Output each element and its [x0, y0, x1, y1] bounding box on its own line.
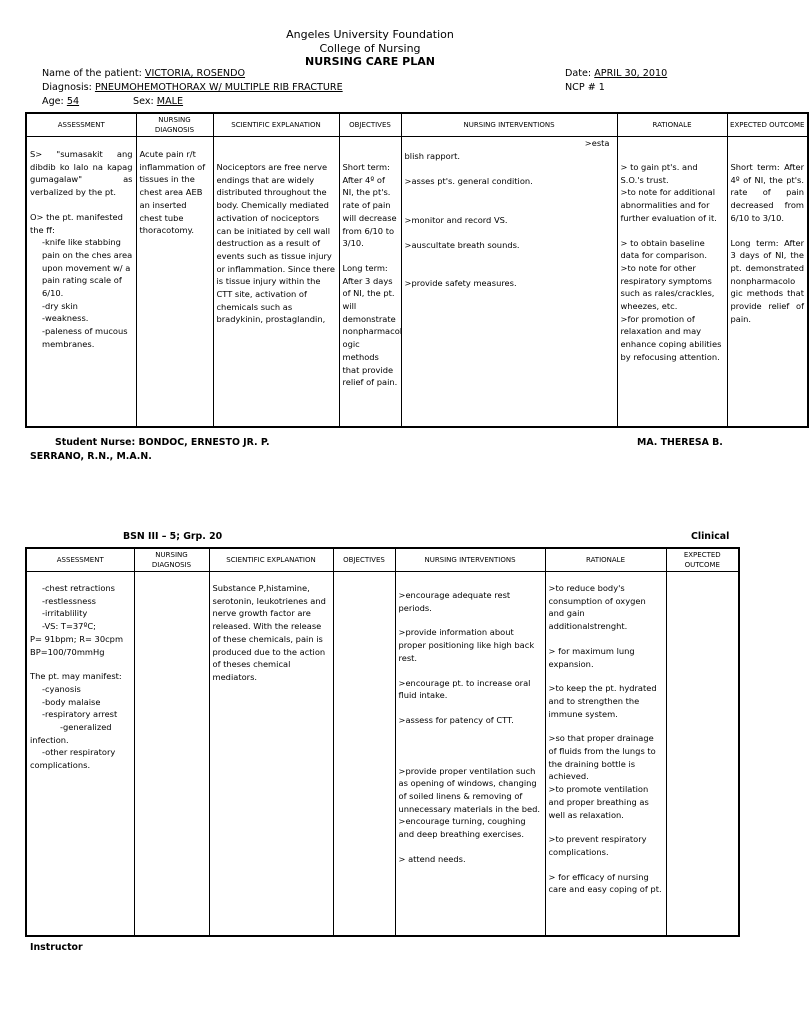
intervention-ventilation: >provide proper ventilation such as opening of windows, changing of soiled linens & removing of unnecessary materials in the bed.: [398, 765, 541, 814]
col-expected-outcome: EXPECTED OUTCOME: [666, 548, 739, 572]
manifest-cyanosis: -cyanosis: [42, 683, 81, 694]
objective-cue-pain: -knife like stabbing pain on the ches area upon movement w/ a pain rating scale of 6/10.: [42, 237, 133, 299]
sex-row: [133, 96, 183, 107]
college-name: College of Nursing: [319, 42, 421, 55]
student-nurse-line: [55, 437, 270, 448]
patient-name-row: [42, 68, 245, 79]
col-objectives: OBJECTIVES: [339, 113, 401, 137]
table-header-row: [26, 548, 739, 572]
col-expected-outcome: EXPECTED OUTCOME: [727, 113, 808, 137]
col-rationale: RATIONALE: [617, 113, 727, 137]
objective-cue-weakness: -weakness.: [42, 313, 89, 324]
intervention-attend-needs: > attend needs.: [398, 853, 466, 864]
col-assessment: ASSESSMENT: [26, 113, 136, 137]
sex-label: Sex:: [133, 96, 154, 107]
assessment-cell: [26, 137, 136, 427]
intervention-breathing-exercises: >encourage turning, coughing and deep breathing exercises.: [398, 816, 526, 840]
short-term-objective: Short term: After 4º of NI, the pt's. rate of pain will decrease from 6/10 to 3/10.: [342, 162, 397, 249]
manifest-body-malaise: -body malaise: [42, 696, 101, 707]
cue-chest-retractions: -chest retractions: [42, 583, 115, 593]
rationale-4: >so that proper drainage of fluids from the lungs to the draining bottle is achieved.: [548, 733, 656, 782]
date-label: Date:: [565, 68, 592, 79]
scientific-explanation-cell: [213, 137, 339, 427]
instructor-first-name: MA. THERESA B.: [637, 437, 723, 448]
intervention-assess: >asses pt's. general condition.: [404, 176, 533, 187]
table-header-row: [26, 113, 808, 137]
table-row: [26, 572, 739, 936]
rationale-2: > for maximum lung expansion.: [548, 645, 635, 669]
rationale-cell: [545, 572, 666, 936]
rationale-1: >to reduce body's consumption of oxygen and gain additionalstrenght.: [548, 583, 646, 632]
may-manifest-intro: The pt. may manifest:: [30, 671, 122, 682]
assessment-cell: [26, 572, 134, 936]
instructor-last-name: SERRANO, R.N., M.A.N.: [30, 451, 152, 462]
diagnosis-label: Diagnosis:: [42, 82, 92, 93]
diagnosis-row: [42, 82, 343, 93]
rationale-3: >to keep the pt. hydrated and to strengthen the immune system.: [548, 683, 657, 719]
objectives-cell: [339, 137, 401, 427]
page-title: NURSING CARE PLAN: [305, 55, 435, 68]
table-row: [26, 137, 808, 427]
manifest-generalized-infection: -generalized infection.: [30, 722, 112, 745]
interventions-cell: [401, 137, 617, 427]
patient-age: 54: [66, 96, 80, 107]
section-group: BSN III – 5; Grp. 20: [123, 531, 223, 542]
long-term-objective: Long term: After 3 days of NI, the pt. will demonstrate nonpharmacol ogic methods that provide relief of pain.: [342, 262, 403, 388]
col-nursing-interventions: NURSING INTERVENTIONS: [395, 548, 545, 572]
col-objectives: OBJECTIVES: [333, 548, 395, 572]
scientific-explanation-text: Substance P,histamine, serotonin, leukotrienes and nerve growth factor are released. With the release of these chemicals, pain is produced due to the action of theses chemical mediators.: [212, 583, 326, 682]
objective-intro: O> the pt. manifested the ff:: [30, 211, 123, 235]
medical-diagnosis: PNEUMOHEMOTHORAX W/ MULTIPLE RIB FRACTURE: [94, 82, 343, 93]
vital-signs-pulse-resp: P= 91bpm; R= 30cpm: [30, 633, 124, 644]
rationale-7: > for efficacy of nursing care and easy coping of pt.: [548, 871, 662, 895]
col-nursing-diagnosis: NURSING DIAGNOSIS: [134, 548, 209, 572]
expected-outcome-cell: [727, 137, 808, 427]
subjective-cue: S> "sumasakit ang dibdib ko lalo na kapag gumagalaw" as verbalized by the pt.: [30, 149, 133, 198]
rationale-4: >to note for other respiratory symptoms such as rales/crackles, wheezes, etc.: [620, 262, 715, 312]
intervention-fluid-intake: >encourage pt. to increase oral fluid intake.: [398, 677, 531, 701]
plan-date: APRIL 30, 2010: [594, 68, 668, 79]
ncp-number: NCP # 1: [565, 82, 605, 93]
nursing-diagnosis-text: Acute pain r/t inflammation of tissues in the chest area AEB an inserted chest tube thoracotomy.: [139, 149, 206, 236]
rationale-2: >to note for additional abnormalities and for further evaluation of it.: [620, 187, 717, 223]
age-label: Age:: [42, 96, 64, 107]
patient-name: VICTORIA, ROSENDO: [144, 68, 246, 79]
rationale-1: > to gain pt's. and S.O.'s trust.: [620, 162, 698, 185]
care-plan-table-page1: [25, 112, 809, 428]
col-assessment: ASSESSMENT: [26, 548, 134, 572]
instructor-label: Instructor: [30, 942, 83, 953]
intervention-establish-part1: >esta: [584, 138, 610, 148]
date-row: [565, 68, 667, 79]
rationale-5: >to promote ventilation and proper breathing as well as relaxation.: [548, 784, 649, 820]
intervention-monitor-vs: >monitor and record VS.: [404, 215, 508, 226]
intervention-auscultate: >auscultate breath sounds.: [404, 239, 520, 250]
nursing-diagnosis-cell: [136, 137, 213, 427]
intervention-establish-part2: blish rapport.: [404, 150, 461, 161]
student-nurse-label: Student Nurse:: [55, 437, 136, 448]
rationale-cell: [617, 137, 727, 427]
expected-outcome-cell: [666, 572, 739, 936]
clinical-label: Clinical: [691, 531, 730, 542]
intervention-ctt-patency: >assess for patency of CTT.: [398, 714, 514, 725]
cue-restlessness: -restlessness: [42, 595, 96, 606]
manifest-other-complications: -other respiratory complications.: [30, 747, 116, 771]
university-name: Angeles University Foundation: [286, 28, 454, 41]
scientific-explanation-cell: [209, 572, 333, 936]
col-nursing-diagnosis: NURSING DIAGNOSIS: [136, 113, 213, 137]
student-nurse-name: BONDOC, ERNESTO JR. P.: [138, 437, 270, 448]
objective-cue-dry-skin: -dry skin: [42, 300, 78, 311]
intervention-safety: >provide safety measures.: [404, 277, 517, 288]
intervention-positioning: >provide information about proper positioning like high back rest.: [398, 627, 535, 663]
patient-sex: MALE: [156, 96, 184, 107]
col-scientific-explanation: SCIENTIFIC EXPLANATION: [209, 548, 333, 572]
patient-name-label: Name of the patient:: [42, 68, 142, 79]
nursing-diagnosis-cell: [134, 572, 209, 936]
vital-signs-bp: BP=100/70mmHg: [30, 646, 105, 657]
interventions-cell: [395, 572, 545, 936]
objective-cue-paleness: -paleness of mucous membranes.: [42, 326, 128, 349]
col-scientific-explanation: SCIENTIFIC EXPLANATION: [213, 113, 339, 137]
age-row: [42, 96, 79, 107]
col-rationale: RATIONALE: [545, 548, 666, 572]
manifest-respiratory-arrest: -respiratory arrest: [42, 709, 118, 720]
care-plan-table-page2: [25, 547, 740, 937]
intervention-rest: >encourage adequate rest periods.: [398, 590, 511, 613]
short-term-outcome: Short term: After 4º of NI, the pt's. rate of pain decreased from 6/10 to 3/10.: [730, 162, 804, 223]
objectives-cell: [333, 572, 395, 936]
cue-vital-signs: -VS: T=37ºC;: [42, 621, 96, 632]
cue-irritability: -irritablility: [42, 608, 88, 619]
long-term-outcome: Long term: After 3 days of NI, the pt. demonstrated nonpharmacolo gic methods that provide relief of pain.: [730, 237, 804, 324]
rationale-3: > to obtain baseline data for comparison.: [620, 237, 707, 261]
rationale-6: >to prevent respiratory complications.: [548, 834, 647, 857]
col-nursing-interventions: NURSING INTERVENTIONS: [401, 113, 617, 137]
rationale-5: >for promotion of relaxation and may enhance coping abilities by refocusing attention.: [620, 313, 722, 362]
scientific-explanation-text: Nociceptors are free nerve endings that are widely distributed throughout the body. Chemically mediated activation of nociceptors can be initiated by cell wall destruction as a result of events such as tissue injury or inflammation. Since there is tissue injury within the CTT site, activation of chemicals such as bradykinin, prostaglandin,: [216, 162, 335, 325]
